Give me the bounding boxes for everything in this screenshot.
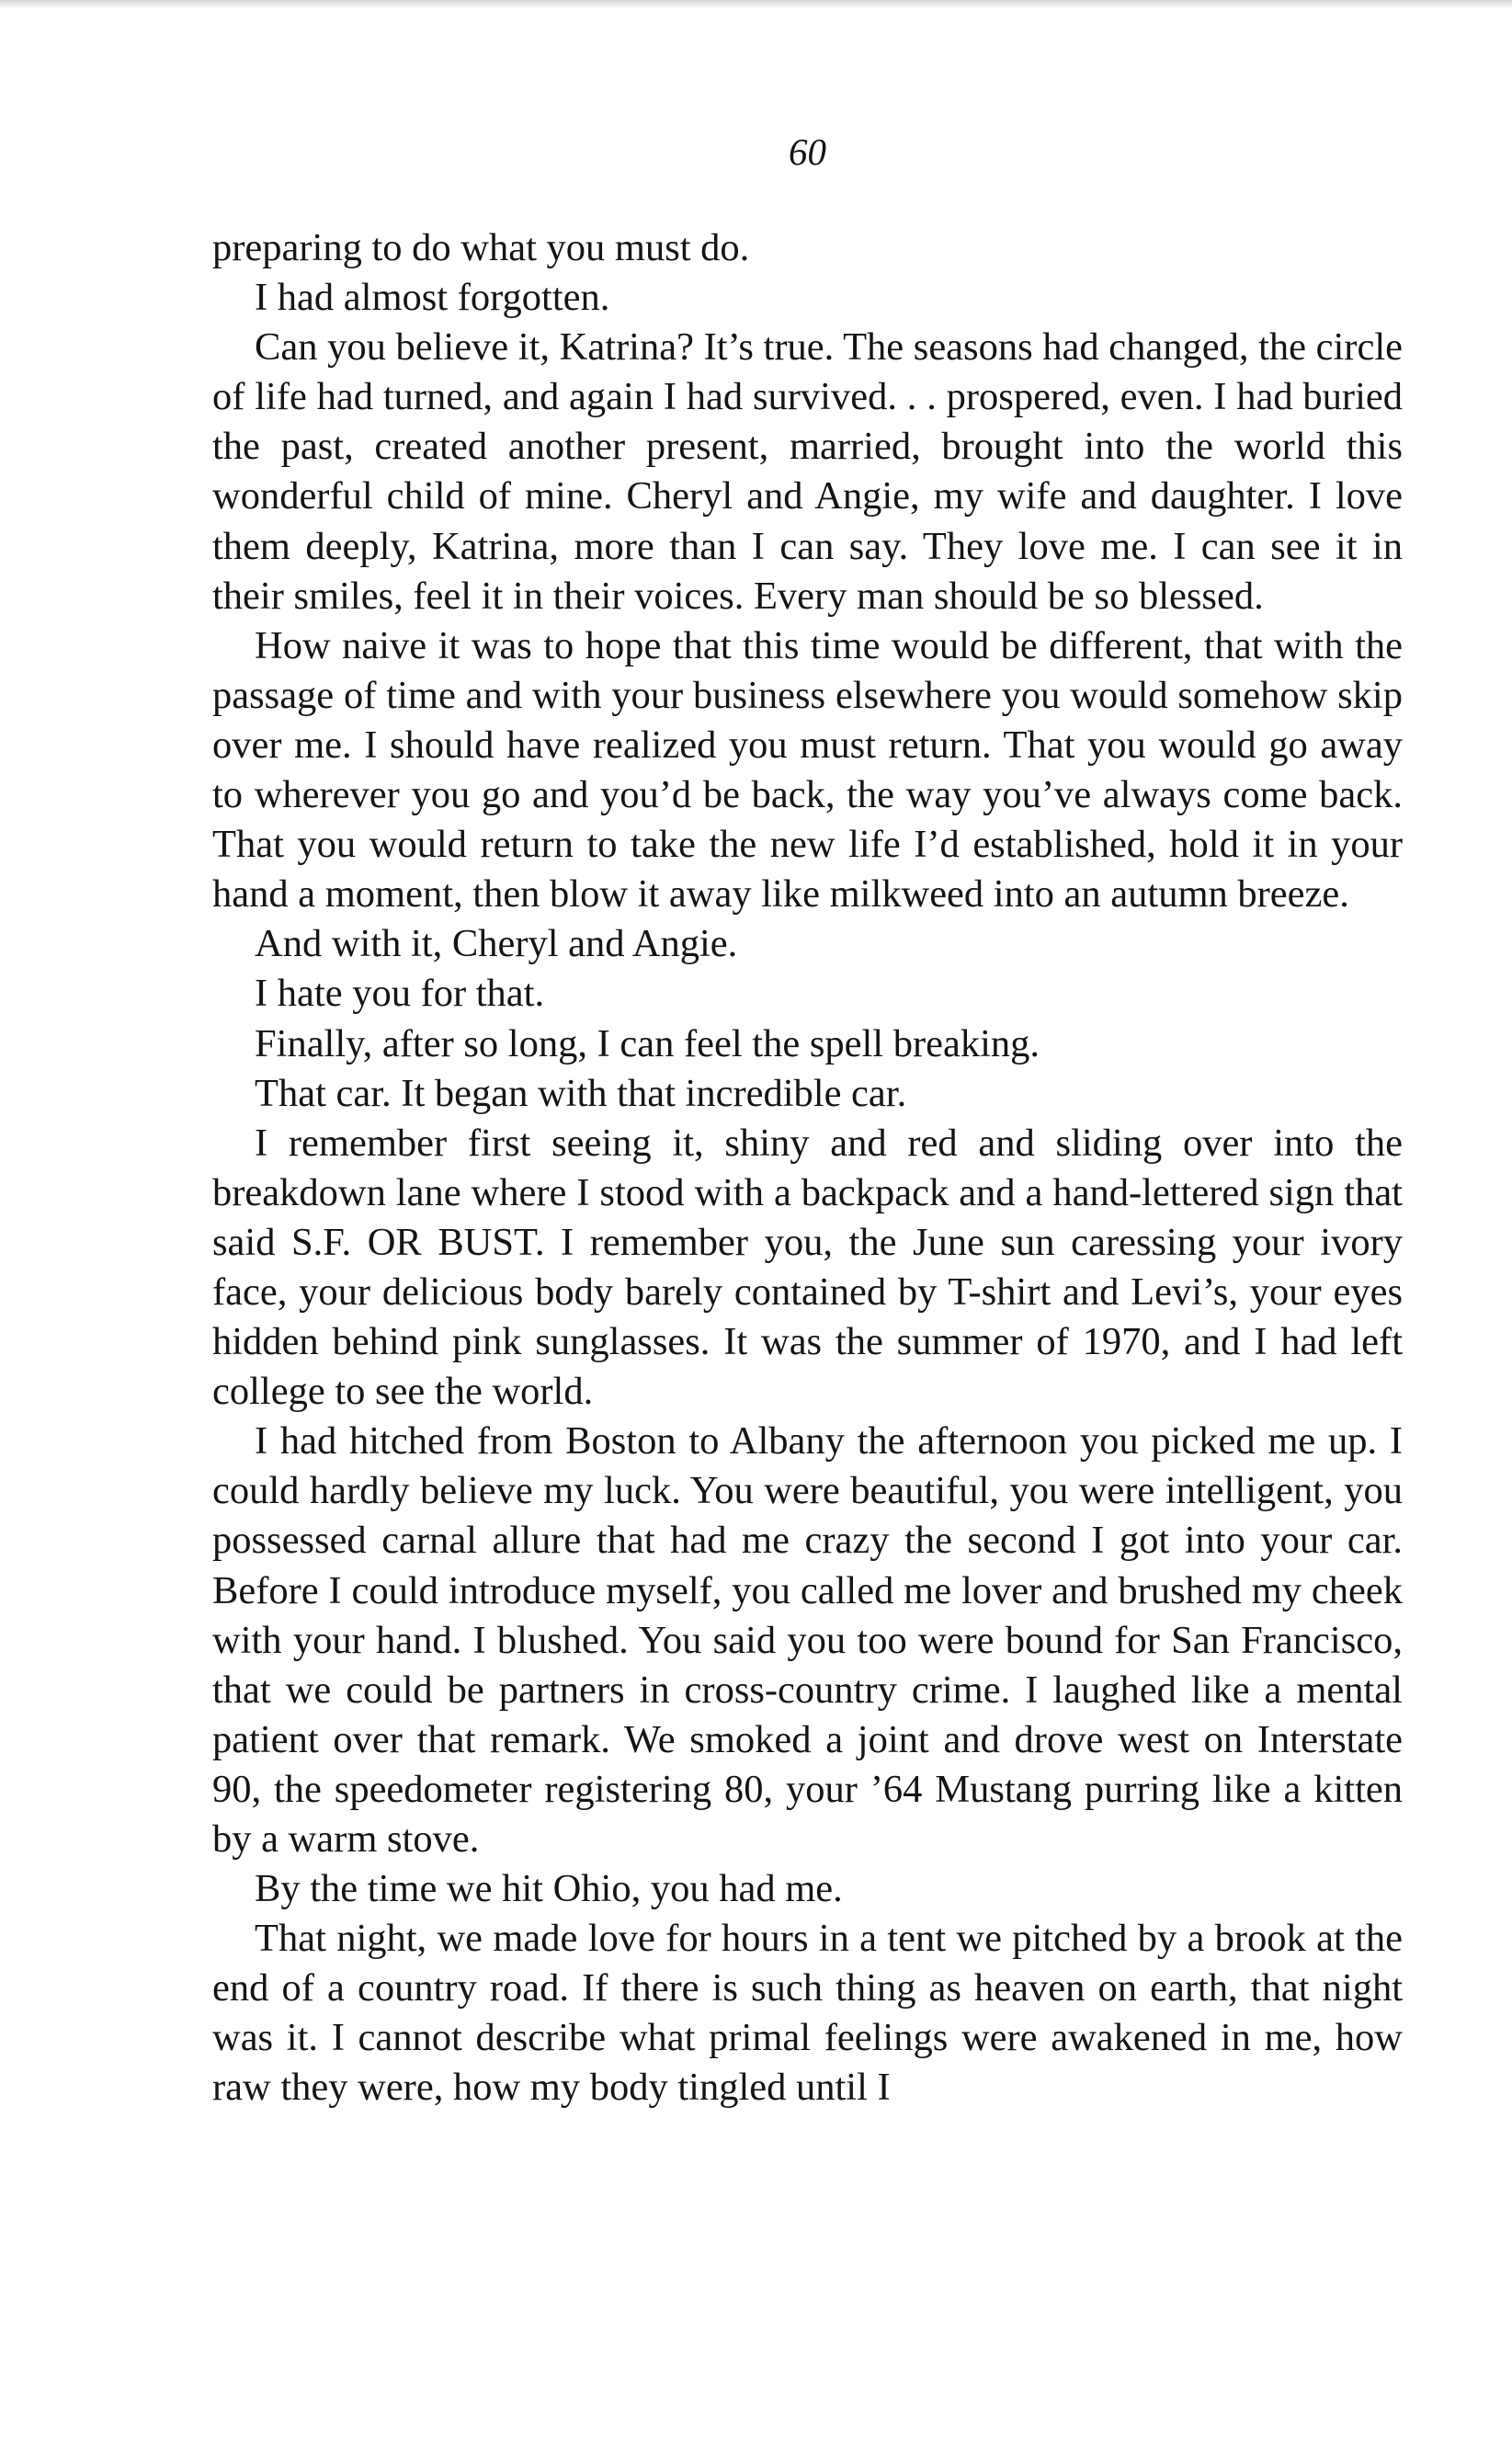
paragraph-6: I hate you for that. — [255, 972, 545, 1016]
paragraph-10: I had hitched from Boston to Albany the afternoon you picked me up. I could hardly believe my luck. You were beautiful, you were intelligent, you possessed carnal allure that had me crazy the second I got into your car. Before I could introduce myself, you called me lover and brushed my cheek with your hand. I blushed. You said you too were bound for San Francisco, that we could be partners in cross-country crime. I laughed like a mental patient over that remark. We smoked a joint and drove west on Interstate 90, the speedometer registering 80, your ’64 Mustang purring like a kitten by a warm stove. — [212, 1419, 1403, 1861]
body-text — [212, 223, 1403, 2113]
paragraph-7: Finally, after so long, I can feel the spell breaking. — [255, 1021, 1040, 1065]
page-number: 60 — [789, 131, 826, 173]
paragraph-2: I had almost forgotten. — [255, 276, 610, 320]
paragraph-12: That night, we made love for hours in a tent we pitched by a brook at the end of a country road. If there is such thing as heaven on earth, that night was it. I cannot describe what primal feelings were awakened in me, how raw they were, how my body tingled until I — [212, 1917, 1403, 2110]
paragraph-3: Can you believe it, Katrina? It’s true. The seasons had changed, the circle of life had turned, and again I had survived. . . prospered, even. I had buried the past, created another present, married, brought into the world this wonderful child of mine. Cheryl and Angie, my wife and daughter. I love them deeply, Katrina, more than I can say. They love me. I can see it in their smiles, feel it in their voices. Every man should be so blessed. — [212, 325, 1403, 618]
paragraph-4: How naive it was to hope that this time would be different, that with the passage of time and with your business elsewhere you would somehow skip over me. I should have realized you must return. That you would go away to wherever you go and you’d be back, the way you’ve always come back. That you would return to take the new life I’d established, hold it in your hand a moment, then blow it away like milkweed into an autumn breeze. — [212, 623, 1403, 917]
page-top-edge — [0, 0, 1512, 9]
paragraph-9: I remember first seeing it, shiny and red and sliding over into the breakdown lane where I stood with a backpack and a hand-lettered sign that said S.F. OR BUST. I remember you, the June sun caressing your ivory face, your delicious body barely contained by T-shirt and Levi’s, your eyes hidden behind pink sunglasses. It was the summer of 1970, and I had left college to see the world. — [212, 1121, 1403, 1414]
paragraph-5: And with it, Cheryl and Angie. — [255, 922, 738, 966]
paragraph-11: By the time we hit Ohio, you had me. — [255, 1867, 843, 1911]
paragraph-8: That car. It began with that incredible car. — [255, 1071, 907, 1115]
paragraph-1: preparing to do what you must do. — [212, 226, 750, 269]
